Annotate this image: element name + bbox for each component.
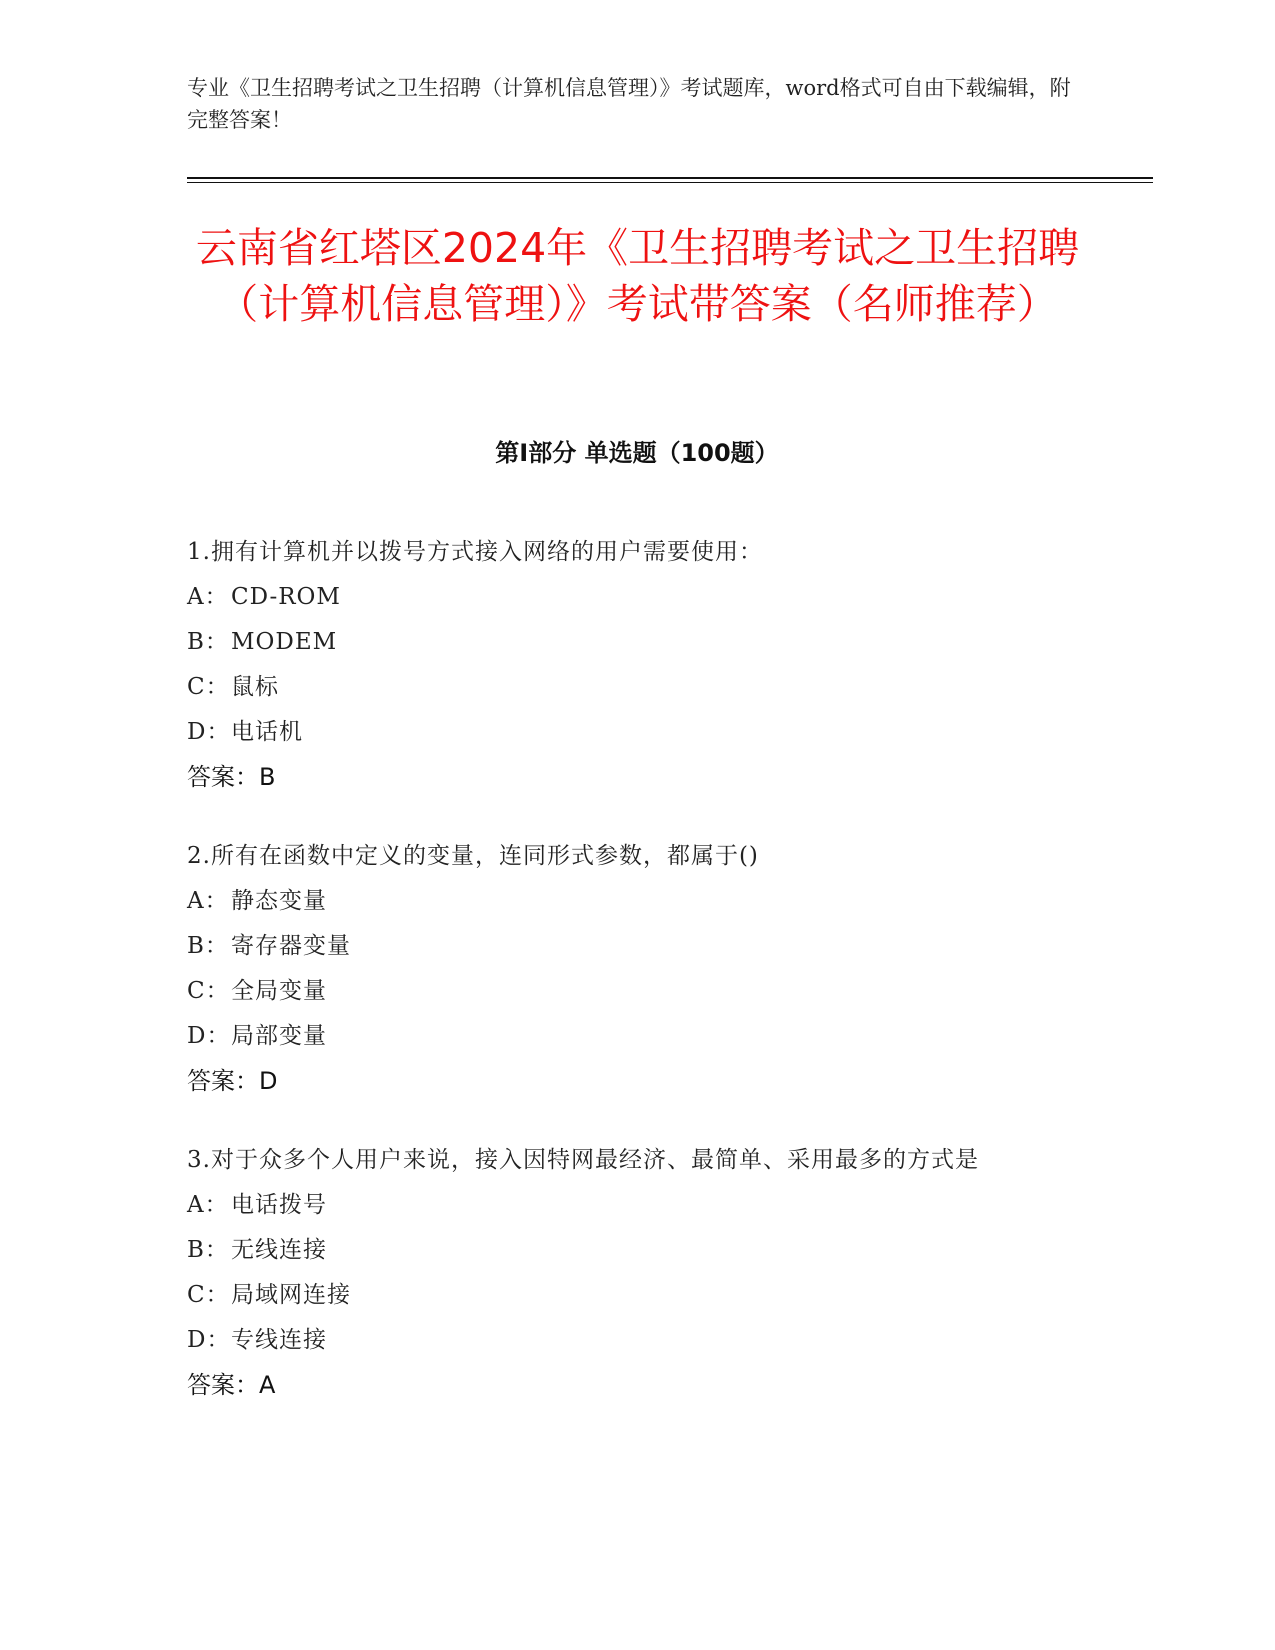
question-3 [187, 1138, 1087, 1408]
option-text: 寄存器变量 [231, 933, 351, 959]
option-text: 电话机 [231, 719, 303, 745]
option-letter: A： [187, 888, 229, 914]
option-b [187, 620, 1087, 665]
option-letter: C： [187, 978, 230, 1004]
option-text: MODEM [231, 629, 338, 655]
document-title: 云南省红塔区2024年《卫生招聘考试之卫生招聘（计算机信息管理）》考试带答案（名师推荐） [195, 224, 1080, 328]
option-text: 局部变量 [231, 1023, 327, 1049]
option-letter: A： [187, 584, 229, 610]
answer: 答案：B [187, 763, 276, 791]
option-letter: D： [187, 719, 231, 745]
option-c [187, 665, 1087, 710]
option-a [187, 575, 1087, 620]
question-2 [187, 834, 1087, 1104]
option-letter: D： [187, 1327, 231, 1353]
option-text: 全局变量 [231, 978, 327, 1004]
option-d [187, 1014, 1087, 1059]
option-a [187, 1183, 1087, 1228]
section-title: 第Ⅰ部分 单选题（100题） [495, 439, 779, 467]
answer: 答案：D [187, 1067, 278, 1095]
option-letter: A： [187, 1192, 229, 1218]
question-text: 1.拥有计算机并以拨号方式接入网络的用户需要使用： [187, 539, 763, 565]
option-text: 无线连接 [231, 1237, 327, 1263]
option-c [187, 969, 1087, 1014]
option-letter: B： [187, 629, 229, 655]
option-b [187, 1228, 1087, 1273]
option-text: 局域网连接 [231, 1282, 351, 1308]
question-list [187, 530, 1087, 1442]
option-letter: B： [187, 933, 229, 959]
question-text: 2.所有在函数中定义的变量，连同形式参数，都属于() [187, 843, 759, 869]
option-b [187, 924, 1087, 969]
option-letter: B： [187, 1237, 229, 1263]
answer: 答案：A [187, 1371, 276, 1399]
header-divider-thick [187, 177, 1153, 179]
header-divider-thin [187, 182, 1153, 183]
option-c [187, 1273, 1087, 1318]
option-d [187, 1318, 1087, 1363]
option-letter: D： [187, 1023, 231, 1049]
option-text: 专线连接 [231, 1327, 327, 1353]
option-a [187, 879, 1087, 924]
option-text: 鼠标 [231, 674, 279, 700]
header-note: 专业《卫生招聘考试之卫生招聘（计算机信息管理）》考试题库，word格式可自由下载编辑，附完整答案！ [187, 76, 1071, 132]
option-letter: C： [187, 674, 230, 700]
option-letter: C： [187, 1282, 230, 1308]
question-text: 3.对于众多个人用户来说，接入因特网最经济、最简单、采用最多的方式是 [187, 1147, 979, 1173]
question-1 [187, 530, 1087, 800]
option-text: CD-ROM [231, 584, 341, 610]
option-text: 静态变量 [231, 888, 327, 914]
option-d [187, 710, 1087, 755]
option-text: 电话拨号 [231, 1192, 327, 1218]
